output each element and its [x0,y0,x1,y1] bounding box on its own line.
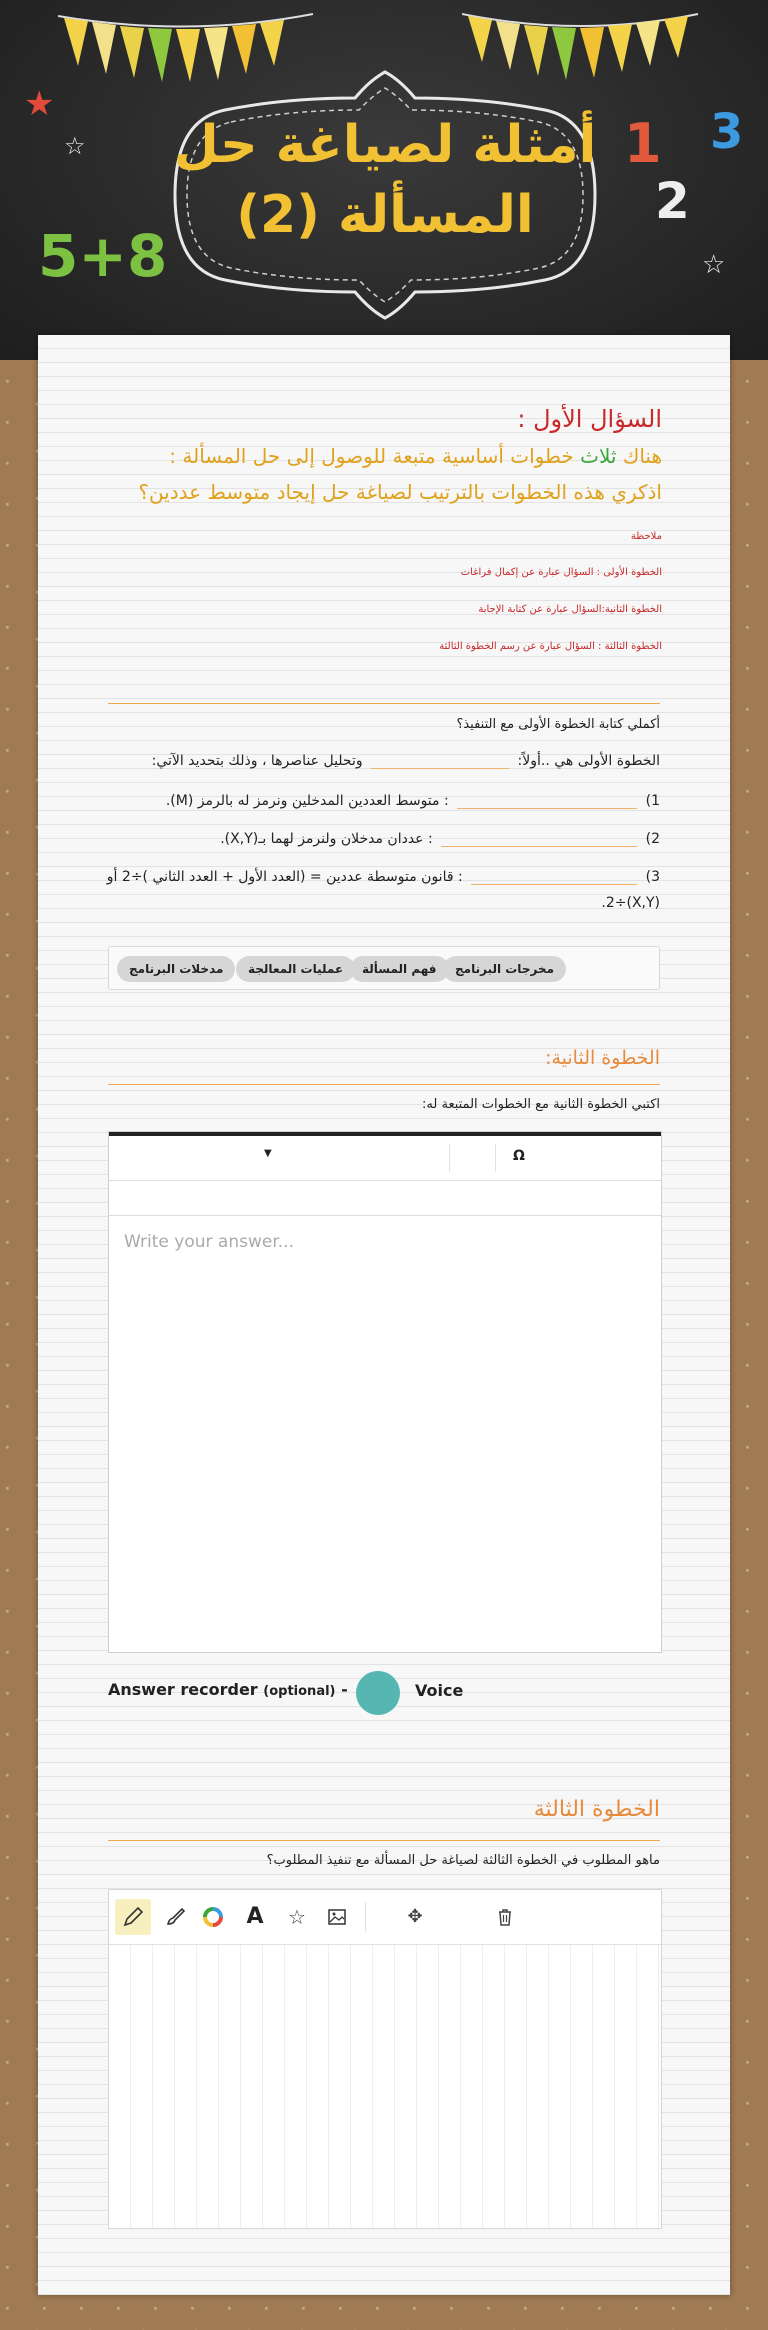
title-line-1: أمثلة لصياغة حل [173,115,597,175]
blank-4-input[interactable] [471,868,637,885]
image-icon[interactable] [319,1899,355,1935]
recorder-optional: (optional) [263,1684,336,1699]
step1-row2-text: : متوسط العددين المدخلين ونرمز له بالرمز (M). [165,793,449,809]
toolbar-separator [449,1144,450,1172]
recorder-label: Answer recorder [108,1680,258,1699]
chip-program-inputs[interactable]: مدخلات البرنامج [117,956,235,982]
step1-row4-text: : قانون متوسطة عددين = (العدد الأول + العدد الثاني )÷2 أو [106,869,463,885]
move-icon[interactable]: ✥ [407,1906,423,1927]
step1-row3 [220,830,660,847]
note-step2: الخطوة الثانية:السؤال عبارة عن كتابة الإجابة [478,604,662,615]
trash-icon[interactable] [487,1899,523,1935]
rich-text-editor [108,1131,662,1653]
recorder-dash: - [341,1680,348,1699]
text-icon[interactable]: A [246,1904,264,1929]
omega-icon[interactable]: Ω [513,1148,525,1164]
record-voice-button[interactable] [356,1671,400,1715]
step1-row1 [152,752,660,769]
step3-heading: الخطوة الثالثة [533,1797,660,1822]
blank-3-input[interactable] [441,830,637,847]
note-step3: الخطوة الثالثة : السؤال عبارة عن رسم الخطوة الثالثة [439,641,662,652]
question1-line1-post: خطوات أساسية متبعة للوصول إلى حل المسألة : [169,444,574,468]
chip-program-outputs[interactable]: مخرجات البرنامج [443,956,566,982]
step1-row4-num: 3) [645,869,660,885]
color-wheel-icon[interactable] [195,1899,231,1935]
deco-numbers-left: 5+8 [38,222,168,290]
dropdown-caret-icon[interactable]: ▼ [264,1148,272,1159]
voice-label: Voice [415,1681,464,1700]
question1-line2: اذكري هذه الخطوات بالترتيب لصياغة حل إيجاد متوسط عددين؟ [138,480,662,504]
divider [108,1084,660,1085]
blank-1-input[interactable] [371,752,509,769]
step1-prompt: أكملي كتابة الخطوة الأولى مع التنفيذ؟ [456,717,660,732]
step1-row4-cont: (X,Y)÷2. [601,895,660,911]
answer-chips-container [108,946,660,990]
step1-row2 [166,792,660,809]
star-red-icon: ★ [24,84,55,124]
editor-toolbar [109,1136,661,1181]
pencil-icon[interactable] [115,1899,151,1935]
drawing-toolbar [109,1890,661,1945]
editor-subtoolbar [109,1181,661,1216]
chalkboard-header [0,0,768,360]
step2-heading: الخطوة الثانية: [545,1047,660,1069]
note-title: ملاحظة [630,531,662,542]
chip-processing-operations[interactable]: عمليات المعالجة [236,956,355,982]
step2-prompt: اكتبي الخطوة الثانية مع الخطوات المتبعة له: [422,1097,660,1112]
step1-row1-a: الخطوة الأولى هي ..أولاً: [517,753,660,769]
answer-recorder-label [108,1680,348,1699]
title-line-2: المسألة (2) [236,185,534,245]
deco-number-3: 3 [710,104,744,160]
step1-row1-b: وتحليل عناصرها ، وذلك بتحديد الآتي: [151,753,363,769]
chip-understand-problem[interactable]: فهم المسألة [350,956,449,982]
toolbar-separator [495,1144,496,1172]
deco-number-2: 2 [655,172,690,230]
divider [108,1840,660,1841]
toolbar-separator [365,1902,366,1932]
star-icon[interactable]: ☆ [288,1905,306,1929]
question1-line1-pre: هناك [622,444,662,468]
question1-line1 [169,444,662,468]
brush-icon[interactable] [157,1899,193,1935]
star-outline-right-icon: ☆ [702,250,726,280]
note-step1: الخطوة الأولى : السؤال عبارة عن إكمال فراغات [460,567,662,578]
step1-row4 [107,868,660,885]
step1-row3-num: 2) [645,831,660,847]
blank-2-input[interactable] [457,792,637,809]
deco-number-1: 1 [624,112,662,175]
step3-prompt: ماهو المطلوب في الخطوة الثالثة لصياغة حل المسألة مع تنفيذ المطلوب؟ [266,1853,660,1868]
drawing-canvas[interactable] [108,1889,662,2229]
question1-highlight: ثلاث [580,444,617,468]
step1-row3-text: : عددان مدخلان ولنرمز لهما بـ(X,Y). [220,831,433,847]
step1-row2-num: 1) [645,793,660,809]
page-title [165,110,605,250]
answer-textarea[interactable]: Write your answer... [124,1232,294,1252]
divider [108,703,660,704]
star-outline-left-icon: ☆ [64,132,86,160]
question1-heading: السؤال الأول : [517,405,662,433]
